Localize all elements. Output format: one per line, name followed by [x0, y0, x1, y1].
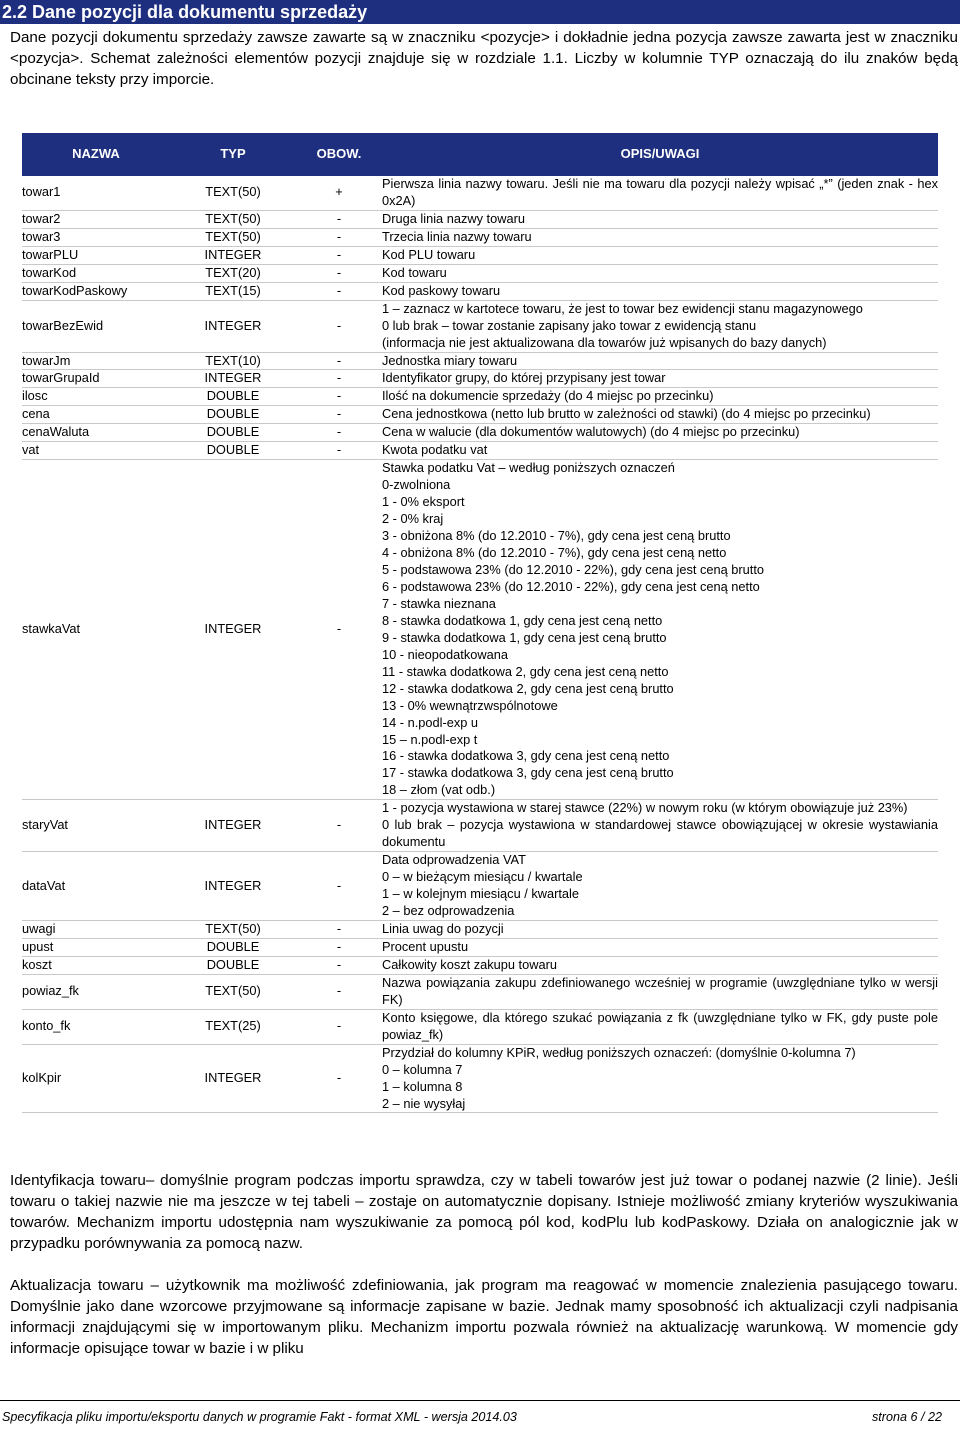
field-name: towarPLU [22, 246, 170, 264]
description-line: 9 - stawka dodatkowa 1, gdy cena jest ceną brutto [382, 629, 667, 645]
description-line: Nazwa powiązania zakupu zdefiniowanego wcześniej w programie (uwzględniane tylko w wersji FK) [382, 974, 938, 1007]
description-line: 0 lub brak – towar zostanie zapisany jako towar z ewidencją stanu [382, 317, 757, 333]
field-description [382, 800, 938, 852]
description-line: Procent upustu [382, 938, 469, 954]
description-line: 0 lub brak – pozycja wystawiona w standardowej stawce obowiązującej w okresie wystawiania dokumentu [382, 817, 938, 850]
field-description [382, 282, 938, 300]
table-row [22, 800, 938, 852]
field-type: DOUBLE [170, 442, 296, 460]
description-line: 1 - pozycja wystawiona w starej stawce (22%) w nowym roku (w którym obowiązuje już 23%) [382, 800, 908, 816]
field-required: - [296, 388, 382, 406]
description-line: Linia uwag do pozycji [382, 920, 504, 936]
description-line: Jednostka miary towaru [382, 352, 518, 368]
field-description [382, 852, 938, 921]
field-type: TEXT(15) [170, 282, 296, 300]
field-name: towarKodPaskowy [22, 282, 170, 300]
field-name: powiaz_fk [22, 974, 170, 1009]
description-line: 3 - obniżona 8% (do 12.2010 - 7%), gdy cena jest ceną brutto [382, 528, 731, 544]
table-row [22, 956, 938, 974]
table-row [22, 388, 938, 406]
table-row [22, 228, 938, 246]
field-type: TEXT(20) [170, 264, 296, 282]
field-required: - [296, 424, 382, 442]
field-required: + [296, 176, 382, 210]
field-description [382, 406, 938, 424]
field-name: upust [22, 938, 170, 956]
field-name: vat [22, 442, 170, 460]
field-description [382, 920, 938, 938]
outro-paragraph-update: Aktualizacja towaru – użytkownik ma możliwość zdefiniowania, jak program ma reagować w momencie znalezienia pasującego towaru. Domyślnie jako dane wzorcowe przyjmowane są informacje zapisane w bazie. Jednak mamy sposobność ich aktualizacji czyli nadpisania informacji znajdującymi się w importowanym pliku. Mechanizm importu pozwala również na aktualizację warunkową. W momencie gdy informacje opisujące towar w bazie i w pliku [10, 1277, 958, 1357]
description-line: Cena w walucie (dla dokumentów walutowych) (do 4 miejsc po przecinku) [382, 424, 800, 440]
field-type: INTEGER [170, 460, 296, 800]
section-heading: 2.2 Dane pozycji dla dokumentu sprzedaży [2, 2, 368, 22]
field-description [382, 264, 938, 282]
field-required: - [296, 442, 382, 460]
field-required: - [296, 800, 382, 852]
table-row [22, 406, 938, 424]
table-row [22, 370, 938, 388]
table-row [22, 920, 938, 938]
field-name: towarKod [22, 264, 170, 282]
description-line: Przydział do kolumny KPiR, według poniższych oznaczeń: (domyślnie 0-kolumna 7) [382, 1044, 856, 1060]
table-header-row [22, 133, 938, 176]
footer-divider [0, 1400, 960, 1401]
description-line: Data odprowadzenia VAT [382, 852, 526, 868]
field-type: TEXT(50) [170, 210, 296, 228]
table-row [22, 210, 938, 228]
field-required: - [296, 370, 382, 388]
field-description [382, 246, 938, 264]
field-name: konto_fk [22, 1009, 170, 1044]
field-description [382, 388, 938, 406]
field-description [382, 300, 938, 352]
column-header-required: OBOW. [296, 133, 382, 176]
field-name: stawkaVat [22, 460, 170, 800]
description-line: Konto księgowe, dla którego szukać powiązania z fk (uwzględniane tylko w FK, gdy puste pole powiaz_fk) [382, 1009, 938, 1042]
column-header-type: TYP [170, 133, 296, 176]
field-type: INTEGER [170, 1044, 296, 1113]
table-row [22, 852, 938, 921]
field-type: TEXT(50) [170, 228, 296, 246]
field-name: cena [22, 406, 170, 424]
description-line: Druga linia nazwy towaru [382, 210, 525, 226]
description-line: 14 - n.podl-exp u [382, 714, 479, 730]
description-line: Całkowity koszt zakupu towaru [382, 956, 557, 972]
intro-paragraph: Dane pozycji dokumentu sprzedaży zawsze zawarte są w znaczniku <pozycje> i dokładnie jedna pozycja zawsze zawarta jest w znaczniku <pozycja>. Schemat zależności elementów pozycji znajduje się w rozdziale 1.1. Liczby w kolumnie TYP oznaczają do ilu znaków będą obcinane teksty przy imporcie. [10, 29, 958, 88]
field-required: - [296, 352, 382, 370]
table-row [22, 1044, 938, 1113]
field-name: towar3 [22, 228, 170, 246]
field-description [382, 370, 938, 388]
field-name: cenaWaluta [22, 424, 170, 442]
field-type: TEXT(50) [170, 176, 296, 210]
field-type: INTEGER [170, 246, 296, 264]
field-type: TEXT(25) [170, 1009, 296, 1044]
field-required: - [296, 920, 382, 938]
description-line: 1 – w kolejnym miesiącu / kwartale [382, 886, 580, 902]
field-description [382, 1009, 938, 1044]
table-row [22, 300, 938, 352]
field-type: DOUBLE [170, 424, 296, 442]
field-type: TEXT(50) [170, 920, 296, 938]
description-line: Kod PLU towaru [382, 246, 476, 262]
field-required: - [296, 210, 382, 228]
table-row [22, 264, 938, 282]
description-line: 1 – kolumna 8 [382, 1078, 463, 1094]
field-required: - [296, 852, 382, 921]
description-line: Stawka podatku Vat – według poniższych oznaczeń [382, 460, 675, 476]
table-row [22, 246, 938, 264]
field-type: TEXT(50) [170, 974, 296, 1009]
description-line: 1 - 0% eksport [382, 494, 465, 510]
field-required: - [296, 282, 382, 300]
field-name: towarJm [22, 352, 170, 370]
table-row [22, 424, 938, 442]
description-line: Kwota podatku vat [382, 442, 488, 458]
table-row [22, 974, 938, 1009]
description-line: 18 – złom (vat odb.) [382, 782, 496, 798]
description-line: Kod paskowy towaru [382, 282, 501, 298]
description-line: 0-zwolniona [382, 477, 451, 493]
description-line: 0 – w bieżącym miesiącu / kwartale [382, 869, 583, 885]
field-required: - [296, 938, 382, 956]
description-line: 1 – zaznacz w kartotece towaru, że jest to towar bez ewidencji stanu magazynowego [382, 300, 863, 316]
field-name: towarBezEwid [22, 300, 170, 352]
field-type: INTEGER [170, 852, 296, 921]
field-name: kolKpir [22, 1044, 170, 1113]
field-description [382, 442, 938, 460]
description-line: Trzecia linia nazwy towaru [382, 228, 532, 244]
description-line: 5 - podstawowa 23% (do 12.2010 - 22%), gdy cena jest ceną brutto [382, 561, 765, 577]
description-line: (informacja nie jest aktualizowana dla towarów już wpisanych do bazy danych) [382, 334, 827, 350]
field-name: dataVat [22, 852, 170, 921]
field-required: - [296, 264, 382, 282]
field-description [382, 424, 938, 442]
table-row [22, 352, 938, 370]
footer-document-title: Specyfikacja pliku importu/eksportu danych w programie Fakt - format XML - wersja 2014.03 [2, 1410, 517, 1424]
field-type: INTEGER [170, 370, 296, 388]
field-type: TEXT(10) [170, 352, 296, 370]
description-line: 0 – kolumna 7 [382, 1061, 463, 1077]
field-required: - [296, 460, 382, 800]
description-line: 16 - stawka dodatkowa 3, gdy cena jest ceną netto [382, 748, 670, 764]
field-required: - [296, 246, 382, 264]
field-type: DOUBLE [170, 406, 296, 424]
description-line: Cena jednostkowa (netto lub brutto w zależności od stawki) (do 4 miejsc po przecinku) [382, 406, 871, 422]
field-required: - [296, 1009, 382, 1044]
field-type: INTEGER [170, 800, 296, 852]
field-name: koszt [22, 956, 170, 974]
field-name: uwagi [22, 920, 170, 938]
field-description [382, 974, 938, 1009]
field-description [382, 210, 938, 228]
field-required: - [296, 974, 382, 1009]
field-required: - [296, 300, 382, 352]
description-line: 13 - 0% wewnątrzwspólnotowe [382, 697, 558, 713]
table-row [22, 1009, 938, 1044]
field-type: DOUBLE [170, 938, 296, 956]
description-line: Ilość na dokumencie sprzedaży (do 4 miejsc po przecinku) [382, 388, 714, 404]
description-line: 15 – n.podl-exp t [382, 731, 478, 747]
field-description [382, 460, 938, 800]
field-name: towar2 [22, 210, 170, 228]
field-description [382, 176, 938, 210]
field-name: staryVat [22, 800, 170, 852]
description-line: 4 - obniżona 8% (do 12.2010 - 7%), gdy cena jest ceną netto [382, 545, 727, 561]
field-required: - [296, 406, 382, 424]
field-required: - [296, 228, 382, 246]
field-description [382, 352, 938, 370]
field-name: ilosc [22, 388, 170, 406]
description-line: 2 – bez odprowadzenia [382, 903, 515, 919]
column-header-description: OPIS/UWAGI [382, 133, 938, 176]
field-description [382, 228, 938, 246]
table-row [22, 938, 938, 956]
description-line: 2 - 0% kraj [382, 511, 444, 527]
description-line: Identyfikator grupy, do której przypisany jest towar [382, 370, 666, 386]
table-row [22, 460, 938, 800]
description-line: 10 - nieopodatkowana [382, 646, 508, 662]
description-line: 6 - podstawowa 23% (do 12.2010 - 22%), gdy cena jest ceną netto [382, 578, 760, 594]
field-required: - [296, 1044, 382, 1113]
description-line: Pierwsza linia nazwy towaru. Jeśli nie ma towaru dla pozycji należy wpisać „*” (jeden znak - hex 0x2A) [382, 176, 938, 208]
field-name: towar1 [22, 176, 170, 210]
fields-table [22, 133, 938, 1113]
field-type: DOUBLE [170, 956, 296, 974]
description-line: 8 - stawka dodatkowa 1, gdy cena jest ceną netto [382, 612, 663, 628]
field-type: INTEGER [170, 300, 296, 352]
field-description [382, 956, 938, 974]
description-line: Kod towaru [382, 264, 447, 280]
footer-page-number: strona 6 / 22 [871, 1410, 942, 1424]
description-line: 11 - stawka dodatkowa 2, gdy cena jest ceną netto [382, 663, 669, 679]
description-line: 7 - stawka nieznana [382, 595, 496, 611]
outro-paragraph-identification: Identyfikacja towaru– domyślnie program podczas importu sprawdza, czy w tabeli towarów jest już towar o podanej nazwie (2 linie). Jeśli towaru o takiej nazwie nie ma jeszcze w tej tabeli – zostaje on automatycznie dopisany. Istnieje możliwość zmiany kryteriów wyszukiwania towarów. Mechanizm importu udostępnia nam wyszukiwanie za pomocą pól kod, kodPlu lub kodPaskowy. Działa on analogicznie jak w przypadku porównywania za pomocą nazw. [10, 1172, 958, 1252]
description-line: 17 - stawka dodatkowa 3, gdy cena jest ceną brutto [382, 765, 674, 781]
description-line: 12 - stawka dodatkowa 2, gdy cena jest ceną brutto [382, 680, 674, 696]
table-row [22, 442, 938, 460]
table-row [22, 282, 938, 300]
field-name: towarGrupaId [22, 370, 170, 388]
description-line: 2 – nie wysyłaj [382, 1095, 466, 1111]
field-required: - [296, 956, 382, 974]
field-type: DOUBLE [170, 388, 296, 406]
column-header-name: NAZWA [22, 133, 170, 176]
section-heading-bar [0, 0, 960, 24]
field-description [382, 1044, 938, 1113]
table-row [22, 176, 938, 210]
field-description [382, 938, 938, 956]
